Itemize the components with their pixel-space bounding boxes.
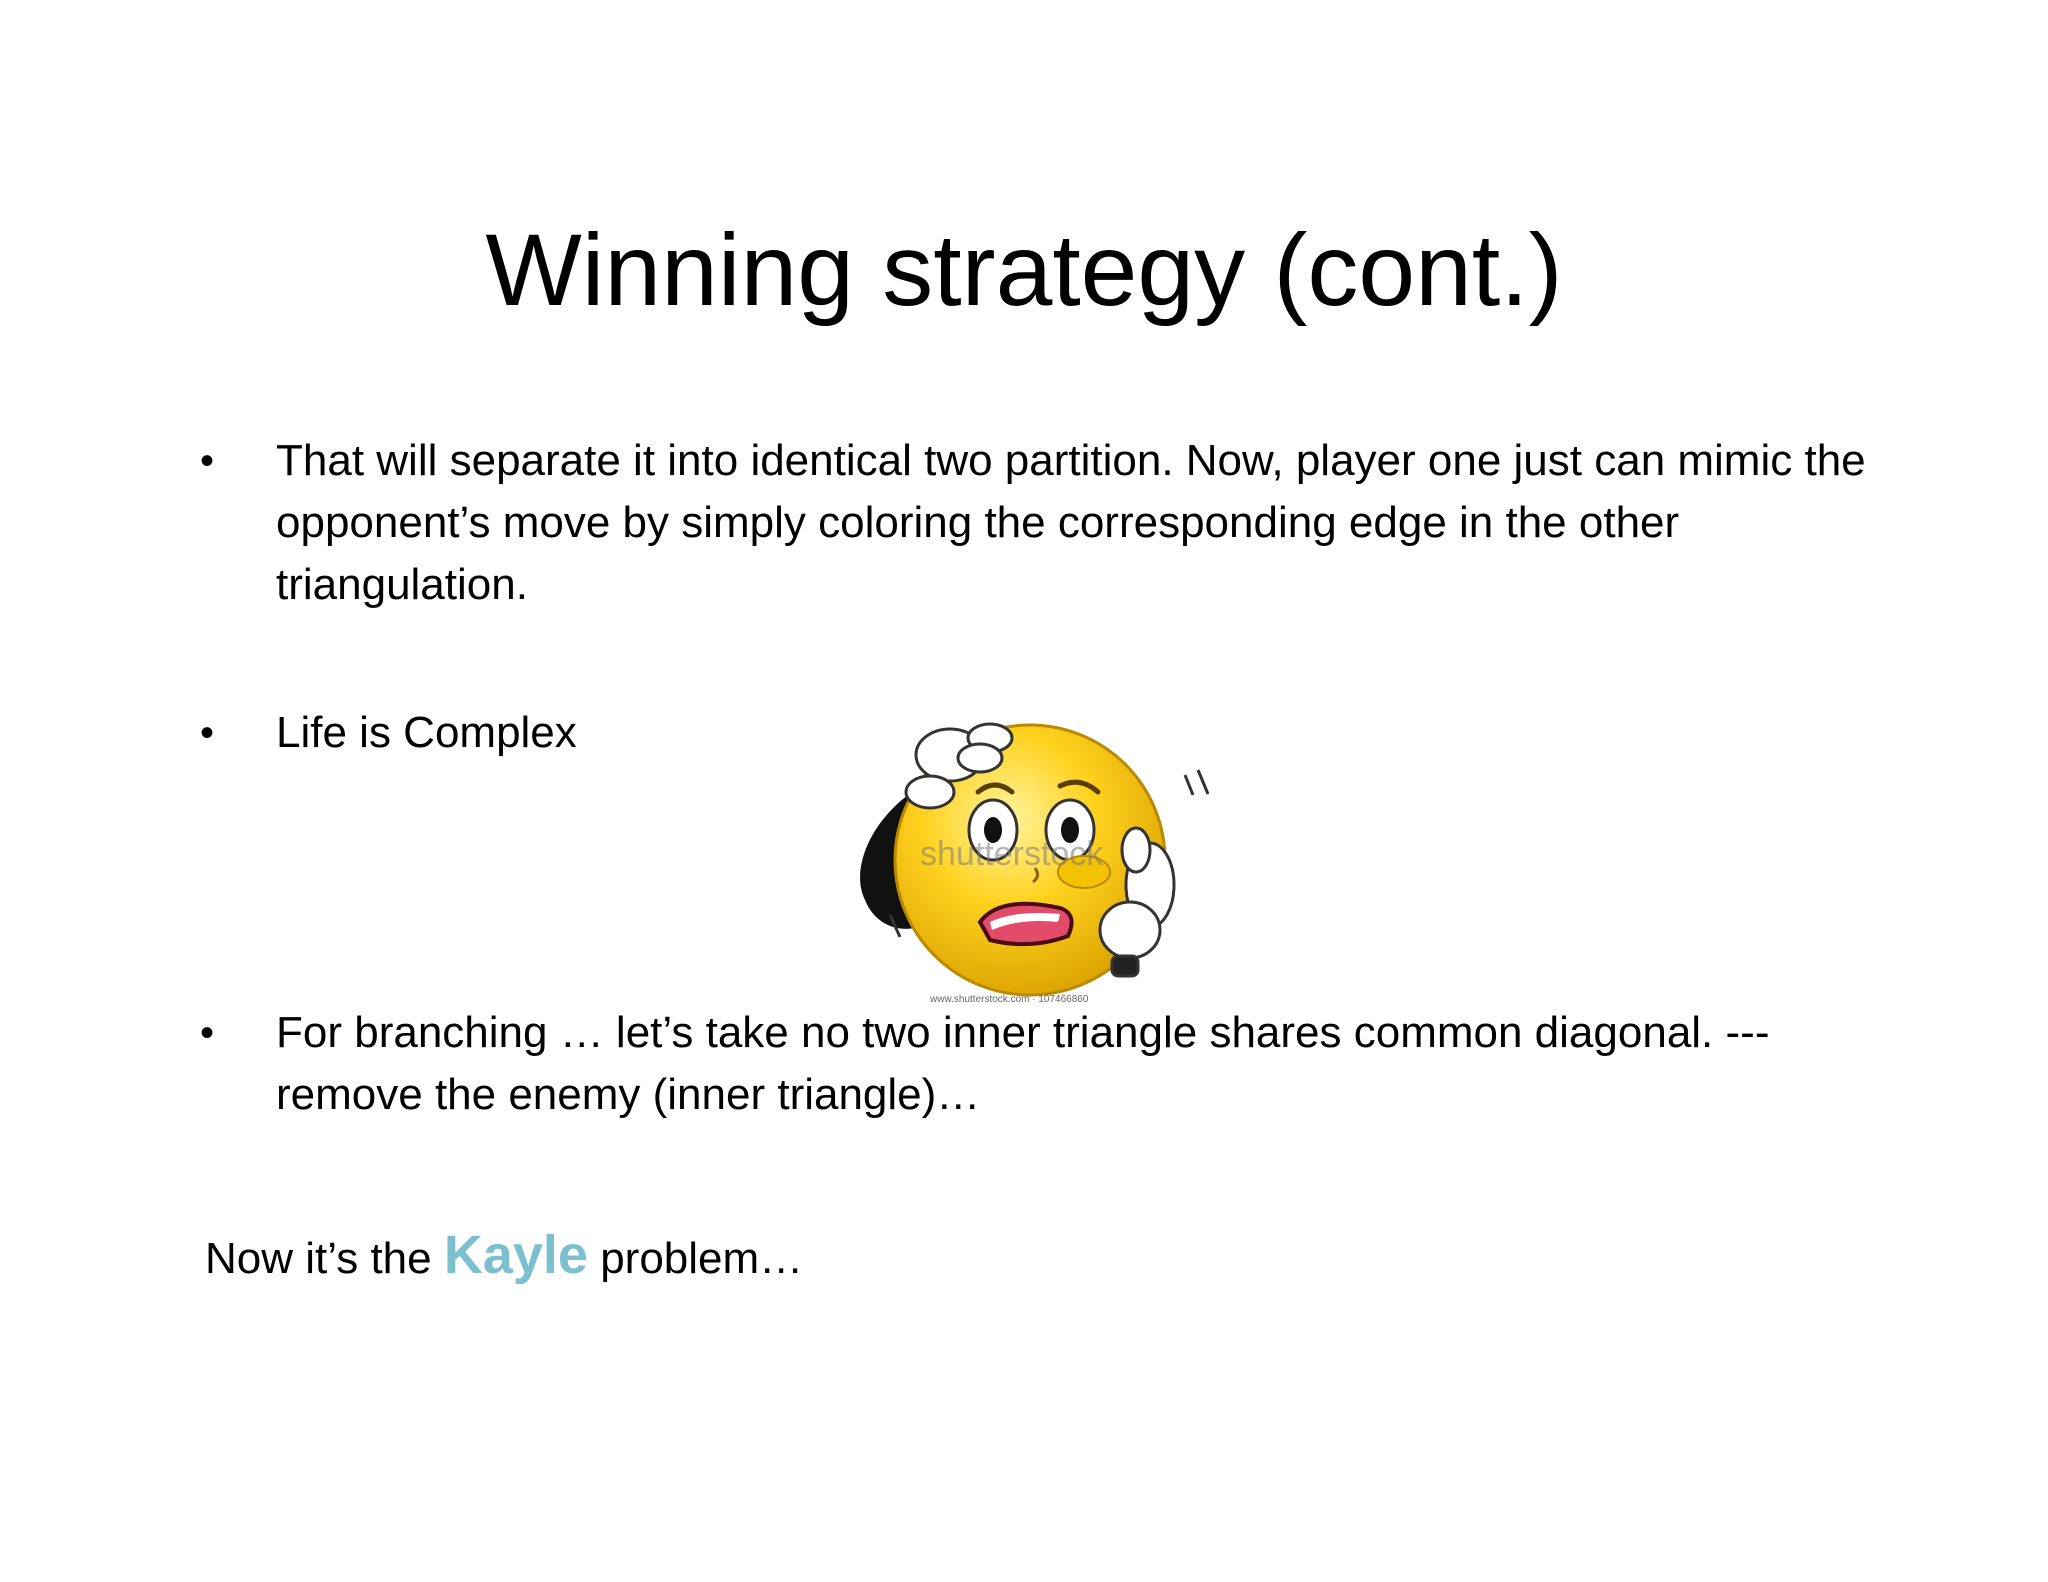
- bullet-text: That will separate it into identical two partition. Now, player one just can mimic the opponent’s move by simply coloring the corresponding edge in the other triangulation.: [276, 436, 1866, 609]
- worried-emoji-icon: [830, 700, 1220, 1010]
- bullet-text: Life is Complex: [276, 708, 577, 757]
- kayle-highlight: Kayle: [443, 1225, 588, 1285]
- slide-title: Winning strategy (cont.): [485, 213, 1563, 327]
- bullet-marker: •: [200, 711, 215, 755]
- bullet-marker: •: [200, 439, 215, 483]
- closing-line: [205, 1220, 803, 1294]
- bullet-marker: •: [200, 1011, 215, 1055]
- watermark-text: shutterstock: [920, 835, 1104, 873]
- closing-prefix: Now it’s the: [205, 1234, 432, 1283]
- closing-suffix: problem…: [600, 1234, 804, 1283]
- image-credit: www.shutterstock.com · 107466860: [930, 994, 1089, 1005]
- bullet-text: For branching … let’s take no two inner triangle shares common diagonal. ---remove the enemy (inner triangle)…: [276, 1008, 1770, 1119]
